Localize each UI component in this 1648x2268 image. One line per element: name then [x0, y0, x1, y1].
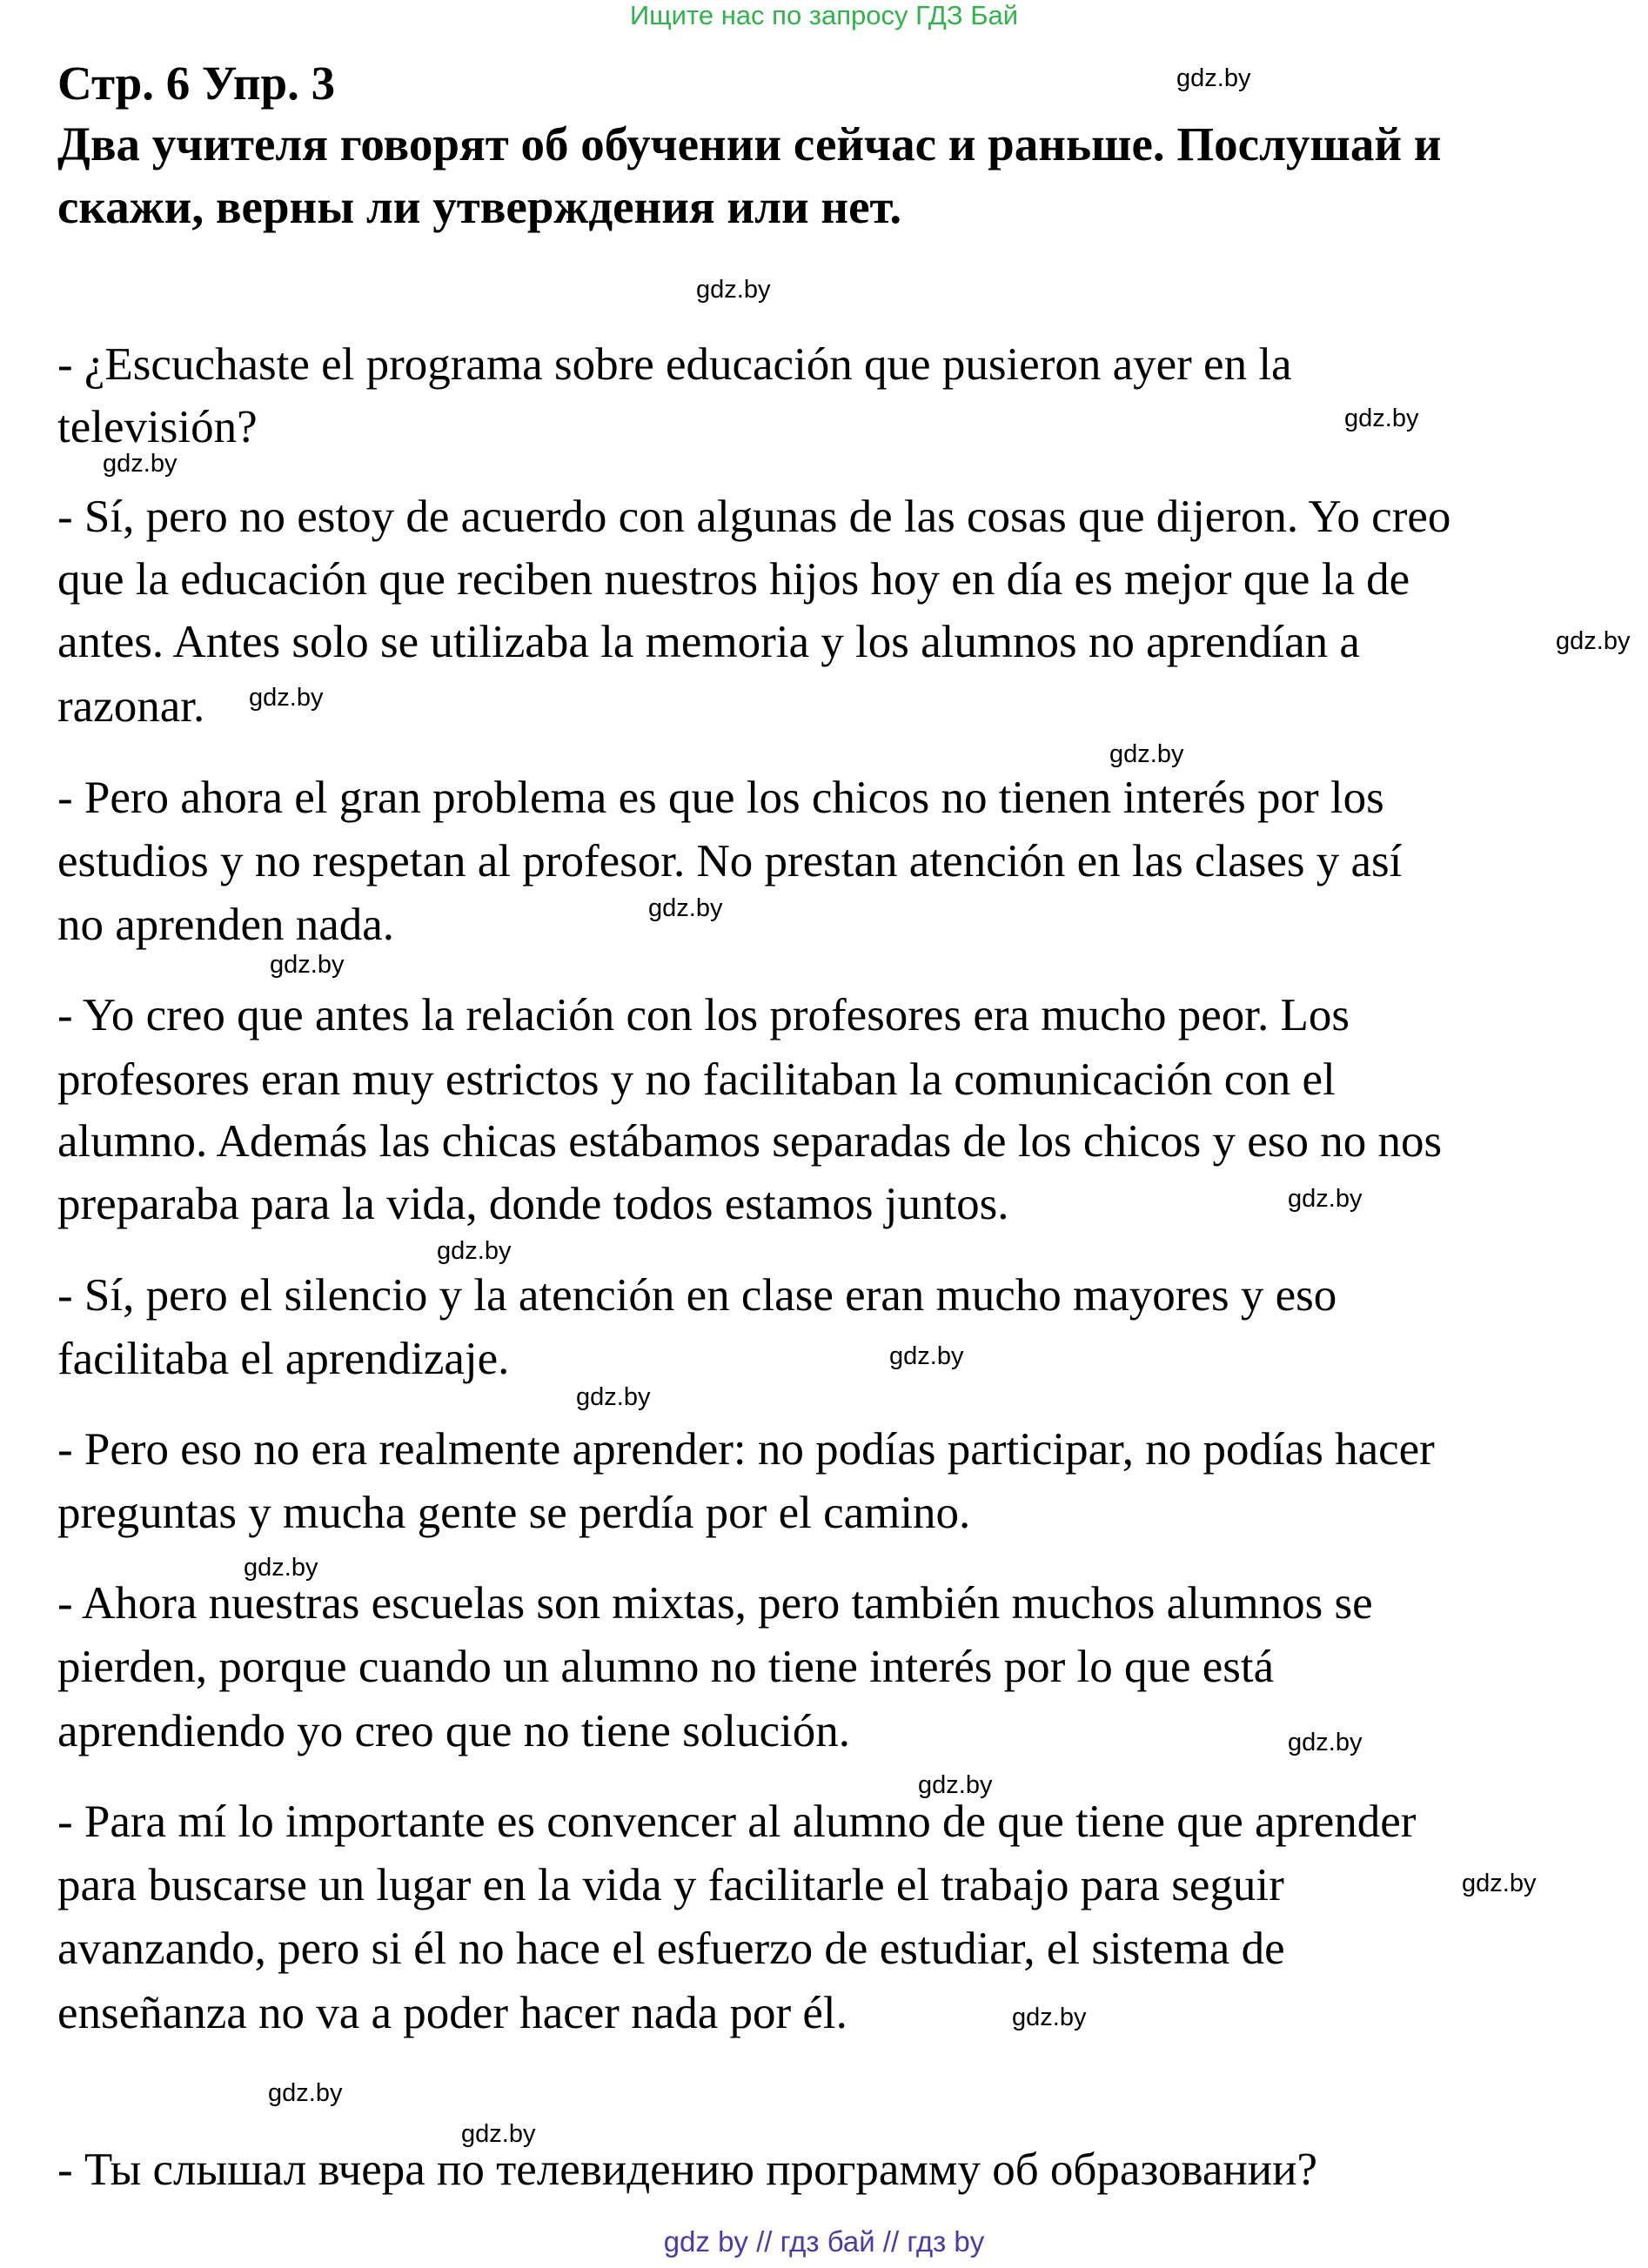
dialogue-line: antes. Antes solo se utilizaba la memoria y los alumnos no aprendían a [57, 617, 1360, 667]
watermark-text: gdz.by [1288, 1185, 1363, 1213]
task-instruction: Два учителя говорят об обучении сейчас и раньше. Послушай и скажи, верны ли утверждения или нет. [57, 117, 1442, 233]
dialogue-line: televisión? [57, 402, 258, 452]
dialogue-line: que la educación que reciben nuestros hijos hoy en día es mejor que la de [57, 554, 1410, 605]
dialogue-line: facilitaba el aprendizaje. [57, 1334, 510, 1384]
search-banner: Ищите нас по запросу ГДЗ Бай [629, 0, 1019, 30]
watermark-text: gdz.by [103, 450, 178, 478]
watermark-text: gdz.by [268, 2079, 343, 2107]
dialogue-line: preparaba para la vida, donde todos estamos juntos. [57, 1179, 1009, 1229]
dialogue-line: - ¿Escuchaste el programa sobre educación que pusieron ayer en la [57, 339, 1292, 390]
dialogue-line: aprendiendo yo creo que no tiene solución. [57, 1706, 851, 1756]
watermark-text: gdz.by [244, 1554, 318, 1582]
watermark-text: gdz.by [1462, 1870, 1537, 1897]
watermark-text: gdz.by [918, 1771, 993, 1799]
dialogue-line: - Pero ahora el gran problema es que los chicos no tienen interés por los [57, 773, 1384, 823]
watermark-text: gdz.by [889, 1342, 964, 1370]
watermark-text: gdz.by [437, 1237, 512, 1265]
watermark-text: gdz.by [1556, 627, 1631, 655]
watermark-text: gdz.by [648, 894, 723, 922]
dialogue-line: estudios y no respetan al profesor. No prestan atención en las clases y así [57, 836, 1403, 886]
watermark-text: gdz.by [1288, 1729, 1363, 1756]
dialogue-line: preguntas y mucha gente se perdía por el camino. [57, 1488, 971, 1538]
dialogue-line: - Ahora nuestras escuelas son mixtas, pero también muchos alumnos se [57, 1578, 1373, 1629]
dialogue-line: para buscarse un lugar en la vida y facilitarle el trabajo para seguir [57, 1860, 1284, 1910]
dialogue-line: no aprenden nada. [57, 900, 395, 950]
dialogue-line: pierden, porque cuando un alumno no tiene interés por lo que está [57, 1642, 1275, 1692]
watermark-text: gdz.by [576, 1383, 651, 1411]
dialogue-line: - Pero eso no era realmente aprender: no podías participar, no podías hacer [57, 1424, 1435, 1475]
watermark-text: gdz.by [1344, 405, 1419, 432]
dialogue-line: - Yo creo que antes la relación con los profesores era mucho peor. Los [57, 990, 1350, 1040]
dialogue-line: profesores eran muy estrictos y no facilitaban la comunicación con el [57, 1054, 1336, 1105]
watermark-text: gdz.by [1176, 64, 1251, 92]
watermark-text: gdz.by [249, 684, 324, 712]
watermark-text: gdz.by [270, 951, 345, 979]
watermark-text: gdz.by [1012, 2004, 1087, 2031]
page-title: Стр. 6 Упр. 3 [57, 57, 336, 110]
watermark-text: gdz.by [1109, 740, 1184, 768]
dialogue-line: - Sí, pero no estoy de acuerdo con algunas de las cosas que dijeron. Yo creo [57, 492, 1451, 542]
dialogue-line: enseñanza no va a poder hacer nada por él. [57, 1988, 847, 2038]
dialogue-line: razonar. [57, 681, 205, 732]
dialogue-line: avanzando, pero si él no hace el esfuerzo de estudiar, el sistema de [57, 1923, 1285, 1974]
watermark-text: gdz.by [461, 2120, 536, 2148]
dialogue-line: - Sí, pero el silencio y la atención en clase eran mucho mayores y eso [57, 1270, 1337, 1321]
footer-watermark: gdz by // гдз бай // гдз by [663, 2225, 985, 2258]
dialogue-line: alumno. Además las chicas estábamos separadas de los chicos y eso no nos [57, 1116, 1443, 1167]
dialogue-line: - Para mí lo importante es convencer al alumno de que tiene que aprender [57, 1796, 1417, 1847]
watermark-text: gdz.by [696, 276, 771, 304]
translation-line: - Ты слышал вчера по телевидению программу об образовании? [57, 2144, 1318, 2195]
